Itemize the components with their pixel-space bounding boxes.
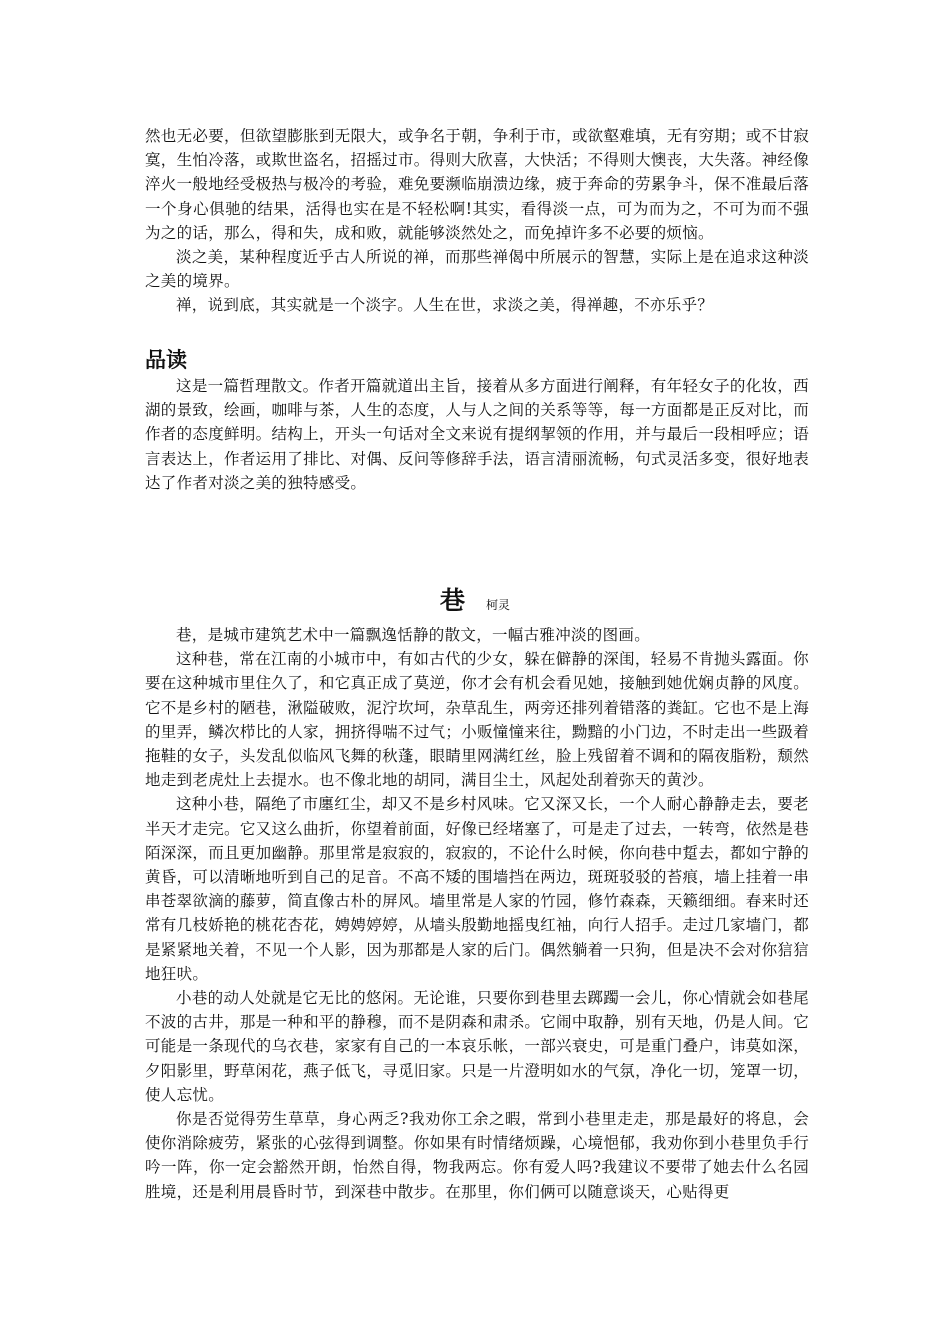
paragraph: 这种巷，常在江南的小城市中，有如古代的少女，躲在僻静的深闺，轻易不肯抛头露面。你要在这种城市里住久了，和它真正成了莫逆，你才会有机会看见她，接触到她优娴贞静的风度。它不是乡村的陋巷，湫隘破败，泥泞坎坷，杂草乱生，两旁还排列着错落的粪缸。它也不是上海的里弄，鳞次栉比的人家，拥挤得喘不过气；小贩憧憧来往，黝黯的小门边，不时走出一些趿着拖鞋的女子，头发乱似临风飞舞的秋蓬，眼睛里网满红丝，脸上残留着不调和的隔夜脂粉，颓然地走到老虎灶上去提水。也不像北地的胡同，满目尘土，风起处刮着弥天的黄沙。 <box>145 650 809 790</box>
paragraph: 巷，是城市建筑艺术中一篇飘逸恬静的散文，一幅古雅冲淡的图画。 <box>176 626 651 644</box>
paragraph: 禅，说到底，其实就是一个淡字。人生在世，求淡之美，得禅趣，不亦乐乎？ <box>176 296 714 315</box>
section-heading-pindu: 品读 <box>145 348 187 372</box>
essay-ending <box>145 124 809 318</box>
article-body <box>145 623 809 1204</box>
pindu-commentary <box>145 374 809 495</box>
article-title: 巷 <box>439 586 465 615</box>
article-title-line <box>0 581 950 617</box>
paragraph: 淡之美，某种程度近乎古人所说的禅，而那些禅偈中所展示的智慧，实际上是在追求这种淡之美的境界。 <box>145 248 809 291</box>
paragraph: 你是否觉得劳生草草，身心两乏?我劝你工余之暇，常到小巷里走走，那是最好的将息，会使你消除疲劳，紧张的心弦得到调整。你如果有时情绪烦躁，心境悒郁，我劝你到小巷里负手行吟一阵，你一定会豁然开朗，怡然自得，物我两忘。你有爱人吗?我建议不要带了她去什么名园胜境，还是利用晨昏时节，到深巷中散步。在那里，你们俩可以随意谈天，心贴得更 <box>145 1110 809 1201</box>
article-author: 柯灵 <box>486 598 511 612</box>
paragraph: 小巷的动人处就是它无比的悠闲。无论谁，只要你到巷里去踯躅一会儿，你心情就会如巷尾不波的古井，那是一种和平的静穆，而不是阴森和肃杀。它闹中取静，别有天地，仍是人间。它可能是一条现代的乌衣巷，家家有自己的一本哀乐帐，一部兴衰史，可是重门叠户，讳莫如深，夕阳影里，野草闲花，燕子低飞，寻觅旧家。只是一片澄明如水的气氛，净化一切，笼罩一切，使人忘忧。 <box>145 989 809 1104</box>
paragraph: 这种小巷，隔绝了市廛红尘，却又不是乡村风味。它又深又长，一个人耐心静静走去，要老半天才走完。它又这么曲折，你望着前面，好像已经堵塞了，可是走了过去，一转弯，依然是巷陌深深，而且更加幽静。那里常是寂寂的，寂寂的，不论什么时候，你向巷中踅去，都如宁静的黄昏，可以清晰地听到自己的足音。不高不矮的围墙挡在两边，斑斑驳驳的苔痕，墙上挂着一串串苍翠欲滴的藤萝，简直像古朴的屏风。墙里常是人家的竹园，修竹森森，天籁细细。春来时还常有几枝娇艳的桃花杏花，娉娉婷婷，从墙头殷勤地摇曳红袖，向行人招手。走过几家墙门，都是紧紧地关着，不见一个人影，因为那都是人家的后门。偶然躺着一只狗，但是决不会对你狺狺地狂吠。 <box>145 795 809 983</box>
paragraph: 这是一篇哲理散文。作者开篇就道出主旨，接着从多方面进行阐释，有年轻女子的化妆，西湖的景致，绘画，咖啡与茶，人生的态度，人与人之间的关系等等，每一方面都是正反对比，而作者的态度鲜明。结构上，开头一句话对全文来说有提纲挈领的作用，并与最后一段相呼应；语言表达上，作者运用了排比、对偶、反问等修辞手法，语言清丽流畅，句式灵活多变，很好地表达了作者对淡之美的独特感受。 <box>145 377 809 492</box>
paragraph: 然也无必要，但欲望膨胀到无限大，或争名于朝，争利于市，或欲壑难填，无有穷期；或不甘寂寞，生怕冷落，或欺世盗名，招摇过市。得则大欣喜，大快活；不得则大懊丧，大失落。神经像淬火一般地经受极热与极冷的考验，难免要濒临崩溃边缘，疲于奔命的劳累争斗，保不准最后落一个身心俱驰的结果，活得也实在是不轻松啊!其实，看得淡一点，可为而为之，不可为而不强为之的话，那么，得和失，成和败，就能够淡然处之，而免掉许多不必要的烦恼。 <box>145 127 809 242</box>
